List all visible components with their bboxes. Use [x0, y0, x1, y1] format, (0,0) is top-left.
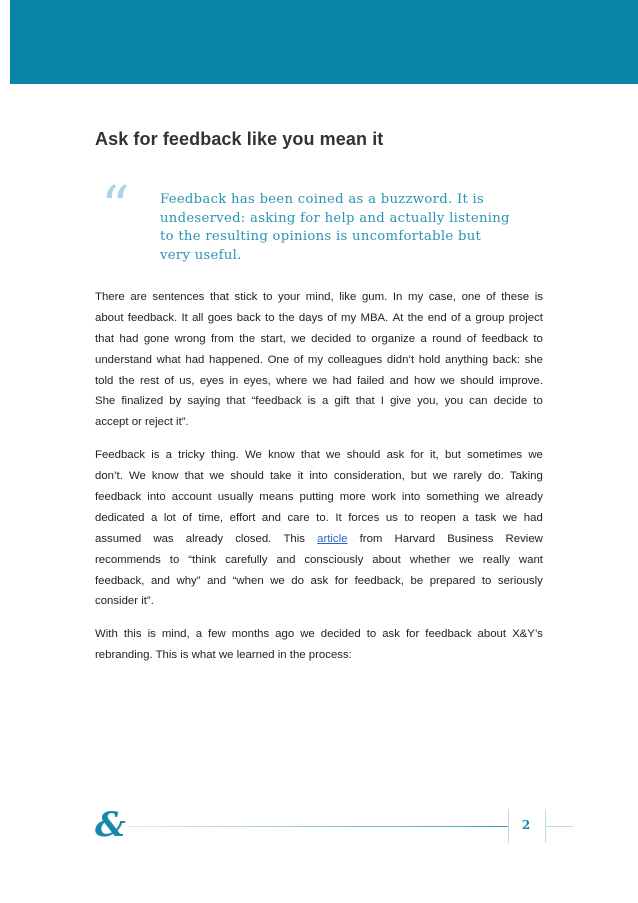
word: decide	[493, 395, 528, 408]
word: feedback,	[354, 574, 404, 587]
word: feedback	[481, 332, 528, 345]
word: into	[309, 470, 328, 483]
word: and	[261, 511, 281, 524]
word: of	[451, 311, 461, 324]
word: is	[151, 449, 160, 462]
word: rest	[140, 374, 159, 387]
word: finalized	[121, 395, 164, 408]
word: it,	[429, 449, 439, 462]
word: closed.	[235, 532, 272, 545]
word: a	[165, 449, 172, 462]
word: seriously	[497, 574, 543, 587]
word: ask	[382, 628, 400, 641]
text-line	[95, 308, 543, 329]
paragraph	[95, 624, 543, 666]
word: gone	[143, 332, 170, 345]
word: Taking	[509, 470, 543, 483]
word: had	[119, 332, 139, 345]
word: my	[341, 311, 357, 324]
word: understand	[95, 353, 152, 366]
word: know	[268, 449, 295, 462]
word: One	[267, 353, 290, 366]
word: mind,	[305, 291, 334, 303]
word: a	[462, 511, 469, 524]
word: had	[523, 511, 543, 524]
word: are	[130, 291, 147, 303]
word: something	[426, 491, 479, 504]
word: goes	[207, 311, 233, 324]
text-line	[95, 391, 543, 412]
word: “feedback	[251, 395, 302, 408]
word: task	[475, 511, 497, 524]
quote-mark: “	[101, 175, 130, 240]
word: of	[327, 311, 337, 324]
word: feedback.	[127, 311, 178, 324]
word: improve.	[499, 374, 543, 387]
paragraph	[95, 287, 543, 433]
word: a	[195, 628, 203, 641]
word: lot	[163, 511, 176, 524]
word: forces	[348, 511, 380, 524]
word: we	[326, 449, 341, 462]
word: of	[486, 291, 496, 303]
word: of	[293, 353, 304, 366]
word: saying	[187, 395, 221, 408]
word: of	[466, 332, 477, 345]
word: us	[385, 511, 398, 524]
article-link[interactable]: article	[317, 532, 348, 545]
word: do.	[487, 470, 504, 483]
word: consciously	[304, 553, 364, 566]
word: Review	[505, 532, 543, 545]
word: account	[171, 491, 212, 504]
word: to	[404, 511, 414, 524]
word: to	[262, 291, 273, 303]
pull-quote	[160, 191, 510, 265]
text-line	[95, 329, 543, 350]
text-line	[95, 466, 543, 487]
word: really	[482, 553, 510, 566]
word: for	[334, 574, 349, 587]
word: ask	[310, 574, 329, 587]
word: I	[380, 395, 384, 408]
word: in	[229, 374, 239, 387]
word: be	[410, 574, 424, 587]
word: and	[389, 374, 409, 387]
word: that	[95, 332, 114, 345]
word: that	[209, 291, 229, 303]
word: colleagues	[327, 353, 383, 366]
page-title: Ask for feedback like you mean it	[95, 129, 384, 149]
word: hold	[418, 353, 441, 366]
page-number: 2	[521, 818, 531, 832]
word: the	[407, 311, 424, 324]
word: It	[335, 511, 342, 524]
word: you	[444, 395, 464, 408]
word: decided	[311, 332, 352, 345]
word: my	[407, 291, 424, 303]
word: carefully	[225, 553, 268, 566]
word: take	[269, 470, 292, 483]
word: we	[459, 553, 474, 566]
word: we	[484, 491, 500, 504]
word: it	[297, 470, 304, 483]
word: why”	[176, 574, 201, 587]
word: feedback	[425, 628, 472, 641]
word: and	[276, 553, 296, 566]
word: Harvard	[394, 532, 436, 545]
text-line	[95, 529, 543, 550]
word: is	[307, 395, 316, 408]
word: that	[226, 395, 246, 408]
word: you,	[417, 395, 439, 408]
word: usually	[217, 491, 254, 504]
footer-rule	[128, 826, 508, 827]
word: more	[339, 491, 366, 504]
word: all	[192, 311, 204, 324]
footer-rule-right	[545, 826, 573, 827]
word: to	[533, 332, 543, 345]
text-line	[95, 550, 543, 571]
text-line	[95, 445, 543, 466]
word: thing.	[210, 449, 239, 462]
word: a	[150, 511, 158, 524]
word: whether	[409, 553, 451, 566]
word: prepared	[429, 574, 476, 587]
word: We	[245, 449, 262, 462]
word: X&Y’s	[512, 628, 543, 641]
word: about	[95, 311, 124, 324]
word: can	[469, 395, 488, 408]
word: these	[501, 291, 530, 303]
word: means	[259, 491, 294, 504]
word: decided	[320, 628, 361, 641]
word: want	[518, 553, 543, 566]
word: eyes,	[243, 374, 271, 387]
word: of	[182, 511, 192, 524]
word: that	[184, 470, 204, 483]
word: stick	[234, 291, 258, 303]
word: we	[300, 628, 315, 641]
word: This	[283, 532, 305, 545]
article-body	[95, 287, 543, 678]
word: to	[265, 311, 275, 324]
word: for	[410, 449, 424, 462]
text-line	[95, 287, 543, 308]
word: to	[356, 332, 366, 345]
pull-quote-line: Feedback has been coined as a buzzword. It is	[160, 192, 485, 207]
word: where	[276, 374, 308, 387]
word: a	[420, 332, 427, 345]
word: by	[169, 395, 182, 408]
text-line	[95, 487, 543, 508]
word: In	[392, 291, 403, 303]
word: feedback,	[95, 574, 145, 587]
word: already	[505, 491, 543, 504]
word: one	[461, 291, 481, 303]
word: mind,	[161, 628, 190, 641]
word: gift	[334, 395, 350, 408]
header-band	[10, 0, 638, 84]
word: we	[312, 374, 328, 387]
word: wrong	[174, 332, 206, 345]
word: we	[440, 374, 455, 387]
text-line: rebranding. This is what we learned in the process:	[95, 649, 352, 662]
word: tricky	[178, 449, 205, 462]
word: to	[169, 553, 180, 566]
word: feedback	[95, 491, 142, 504]
word: days	[298, 311, 323, 324]
word: case,	[428, 291, 456, 303]
word: of	[164, 374, 174, 387]
word: assumed	[95, 532, 142, 545]
word: told	[95, 374, 114, 387]
word: to	[481, 574, 492, 587]
word: this	[123, 628, 142, 641]
word: had	[332, 374, 352, 387]
word: should	[230, 470, 264, 483]
word: gum.	[361, 291, 388, 303]
word: that	[300, 449, 320, 462]
text-line	[95, 624, 543, 645]
word: reopen	[420, 511, 456, 524]
word: the	[239, 332, 256, 345]
word: the	[118, 374, 135, 387]
word: group	[475, 311, 505, 324]
word: how	[414, 374, 435, 387]
word: we	[270, 574, 285, 587]
word: There	[95, 291, 125, 303]
word: few	[208, 628, 226, 641]
word: my	[307, 353, 324, 366]
word: anything	[444, 353, 489, 366]
pull-quote-line: to the resulting opinions is uncomfortable but	[160, 229, 482, 244]
word: give	[390, 395, 411, 408]
word: a	[464, 311, 472, 324]
word: into	[401, 491, 421, 504]
word: months	[231, 628, 270, 641]
word: that	[355, 395, 375, 408]
pull-quote-line: very useful.	[160, 247, 242, 263]
word: back	[236, 311, 261, 324]
word: At	[392, 311, 404, 324]
word: to	[366, 628, 377, 641]
word: With	[95, 628, 118, 641]
word: Feedback	[95, 449, 146, 462]
word: we	[209, 470, 225, 483]
word: we	[291, 332, 306, 345]
word: and	[207, 574, 227, 587]
word: consideration,	[333, 470, 405, 483]
word: We	[128, 470, 146, 483]
word: round	[432, 332, 462, 345]
word: sentences	[152, 291, 205, 303]
word: was	[153, 532, 174, 545]
word: we	[432, 470, 448, 483]
pull-quote-line: undeserved: asking for help and actually listening	[160, 210, 510, 226]
text-line	[95, 371, 543, 392]
word: didn’t	[386, 353, 415, 366]
paragraph	[95, 445, 543, 612]
word: we	[528, 449, 543, 462]
word: from	[359, 532, 383, 545]
word: Business	[447, 532, 494, 545]
word: and	[150, 574, 170, 587]
word: putting	[299, 491, 334, 504]
word: about	[477, 628, 507, 641]
word: your	[278, 291, 301, 303]
word: like	[339, 291, 357, 303]
word: we	[502, 511, 518, 524]
word: but	[410, 470, 427, 483]
word: about	[372, 553, 401, 566]
word: It	[181, 311, 188, 324]
word: is	[147, 628, 156, 641]
word: effort	[229, 511, 256, 524]
text-line	[95, 508, 543, 529]
text-line: accept or reject it”.	[95, 416, 189, 429]
word: project	[508, 311, 543, 324]
word: us,	[179, 374, 195, 387]
word: don’t.	[95, 470, 123, 483]
word: should	[460, 374, 494, 387]
word: time,	[198, 511, 224, 524]
word: organize	[371, 332, 416, 345]
word: ago	[275, 628, 295, 641]
word: happened.	[209, 353, 263, 366]
word: ask	[386, 449, 405, 462]
word: is	[534, 291, 543, 303]
word: into	[147, 491, 166, 504]
word: care	[287, 511, 310, 524]
word: the	[278, 311, 295, 324]
word: had	[185, 353, 205, 366]
word: know	[151, 470, 179, 483]
text-line: consider it”.	[95, 595, 154, 608]
word: She	[95, 395, 116, 408]
word: start,	[260, 332, 286, 345]
word: rarely	[453, 470, 482, 483]
word: sometimes	[467, 449, 523, 462]
word: she	[524, 353, 543, 366]
word: already	[185, 532, 224, 545]
word: “think	[188, 553, 217, 566]
word: “when	[232, 574, 264, 587]
word: a	[321, 395, 329, 408]
word: should	[346, 449, 381, 462]
text-line	[95, 571, 543, 592]
word: dedicated	[95, 511, 145, 524]
word: to.	[316, 511, 329, 524]
word: end	[427, 311, 447, 324]
word: for	[405, 628, 420, 641]
word: recommends	[95, 553, 161, 566]
ampersand-logo: &	[95, 805, 126, 845]
word: to	[533, 395, 543, 408]
word: back:	[492, 353, 520, 366]
word: from	[211, 332, 234, 345]
word: do	[291, 574, 304, 587]
word: failed	[357, 374, 385, 387]
word: eyes	[199, 374, 224, 387]
word: what	[156, 353, 181, 366]
text-line	[95, 350, 543, 371]
word: MBA.	[360, 311, 389, 324]
word: but	[445, 449, 461, 462]
word: work	[371, 491, 396, 504]
